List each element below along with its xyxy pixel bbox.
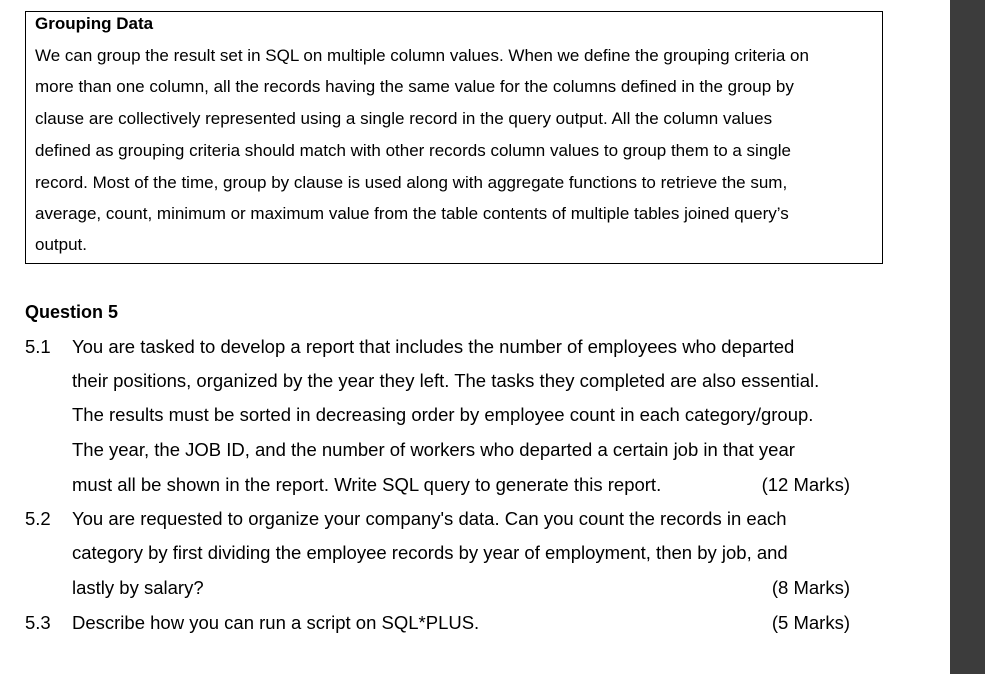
info-line: output. — [35, 235, 87, 254]
question-number: 5.1 — [25, 336, 51, 357]
info-line: defined as grouping criteria should match with other records column values to group them to a single — [35, 141, 791, 160]
marks-label: (5 Marks) — [771, 612, 850, 633]
question-line: category by first dividing the employee records by year of employment, then by job, and — [72, 542, 788, 563]
question-line: The results must be sorted in decreasing order by employee count in each category/group. — [72, 404, 814, 425]
question-line: must all be shown in the report. Write SQL query to generate this report. — [72, 474, 662, 495]
info-line: average, count, minimum or maximum value from the table contents of multiple tables joined query’s — [35, 204, 789, 223]
question-line: Describe how you can run a script on SQL*PLUS. — [72, 612, 480, 633]
grouping-data-box — [25, 11, 883, 264]
marks-label: (8 Marks) — [771, 577, 850, 598]
question-line: You are requested to organize your company's data. Can you count the records in each — [72, 508, 787, 529]
question-number: 5.2 — [25, 508, 51, 529]
viewer-side-panel — [950, 0, 985, 674]
info-line: more than one column, all the records having the same value for the columns defined in the group by — [35, 77, 794, 96]
marks-label: (12 Marks) — [761, 474, 850, 495]
question-line: You are tasked to develop a report that includes the number of employees who departed — [72, 336, 795, 357]
question-line: lastly by salary? — [72, 577, 204, 598]
question-line: their positions, organized by the year they left. The tasks they completed are also essential. — [72, 370, 820, 391]
info-line: record. Most of the time, group by clause is used along with aggregate functions to retrieve the sum, — [35, 173, 788, 192]
question-number: 5.3 — [25, 612, 51, 633]
question-heading: Question 5 — [25, 302, 119, 322]
info-box-title: Grouping Data — [35, 14, 154, 33]
info-line: clause are collectively represented using a single record in the query output. All the column values — [35, 109, 773, 128]
info-line: We can group the result set in SQL on multiple column values. When we define the grouping criteria on — [35, 46, 809, 65]
question-line: The year, the JOB ID, and the number of workers who departed a certain job in that year — [72, 439, 795, 460]
